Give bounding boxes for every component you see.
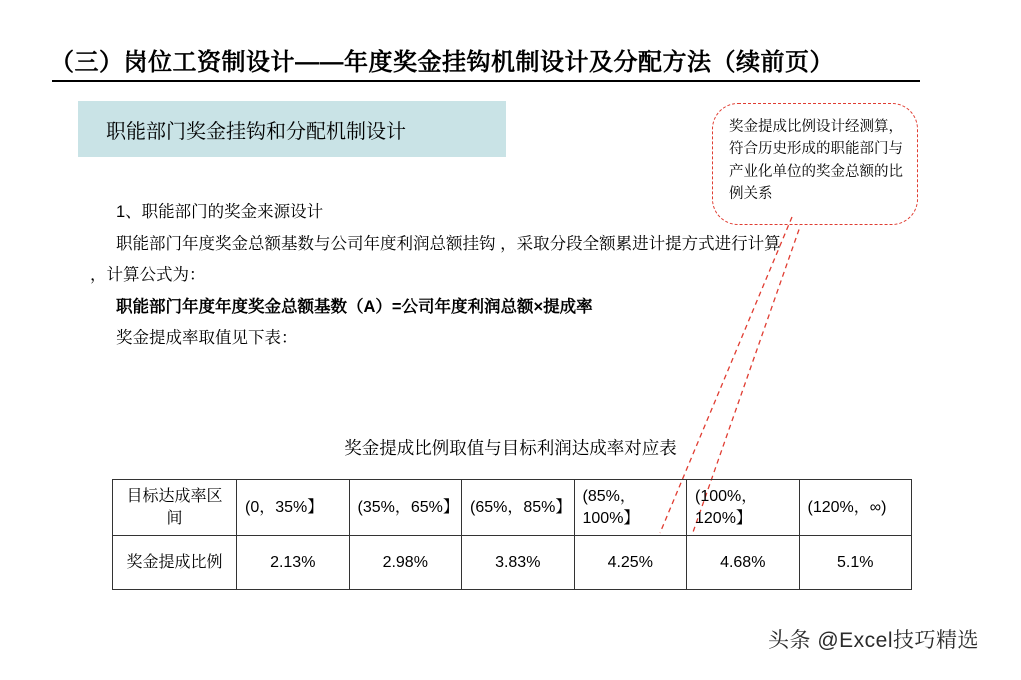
callout-text: 奖金提成比例设计经测算，符合历史形成的职能部门与产业化单位的奖金总额的比例关系 — [729, 119, 903, 203]
paragraph-1: 1、职能部门的奖金来源设计 — [116, 203, 324, 221]
title-underline — [52, 80, 920, 82]
formula-line: 职能部门年度年度奖金总额基数（A）=公司年度利润总额×提成率 — [116, 297, 593, 316]
range-cell-4: (85%，100%】 — [574, 480, 687, 536]
body-text-block — [90, 200, 980, 358]
range-cell-5: (100%，120%】 — [687, 480, 800, 536]
range-cell-1: (0，35%】 — [237, 480, 350, 536]
rate-cell-5: 4.68% — [687, 536, 800, 590]
rate-cell-1: 2.13% — [237, 536, 350, 590]
paragraph-5: 奖金提成率取值见下表： — [116, 329, 298, 348]
rate-table — [112, 479, 912, 590]
page-title: （三）岗位工资制设计——年度奖金挂钩机制设计及分配方法（续前页） — [50, 49, 834, 76]
table-caption: 奖金提成比例取值与目标利润达成率对应表 — [344, 438, 677, 458]
rate-cell-6: 5.1% — [799, 536, 912, 590]
rate-cell-3: 3.83% — [462, 536, 575, 590]
row-header-rate: 奖金提成比例 — [113, 536, 237, 590]
range-cell-6: (120%，∞) — [799, 480, 912, 536]
range-cell-2: (35%，65%】 — [349, 480, 462, 536]
rate-cell-2: 2.98% — [349, 536, 462, 590]
table-row — [113, 480, 912, 536]
range-cell-3: (65%，85%】 — [462, 480, 575, 536]
paragraph-2: 职能部门年度奖金总额基数与公司年度利润总额挂钩 ，采取分段全额累进计提方式进行计算 — [116, 234, 781, 253]
rate-cell-4: 4.25% — [574, 536, 687, 590]
paragraph-3: ，计算公式为： — [90, 266, 206, 285]
rate-table-wrapper — [112, 479, 912, 590]
row-header-range: 目标达成率区间 — [113, 480, 237, 536]
watermark-text: 头条 @Excel技巧精选 — [767, 629, 979, 652]
section-banner — [78, 101, 506, 157]
table-row — [113, 536, 912, 590]
section-banner-label: 职能部门奖金挂钩和分配机制设计 — [106, 120, 406, 143]
